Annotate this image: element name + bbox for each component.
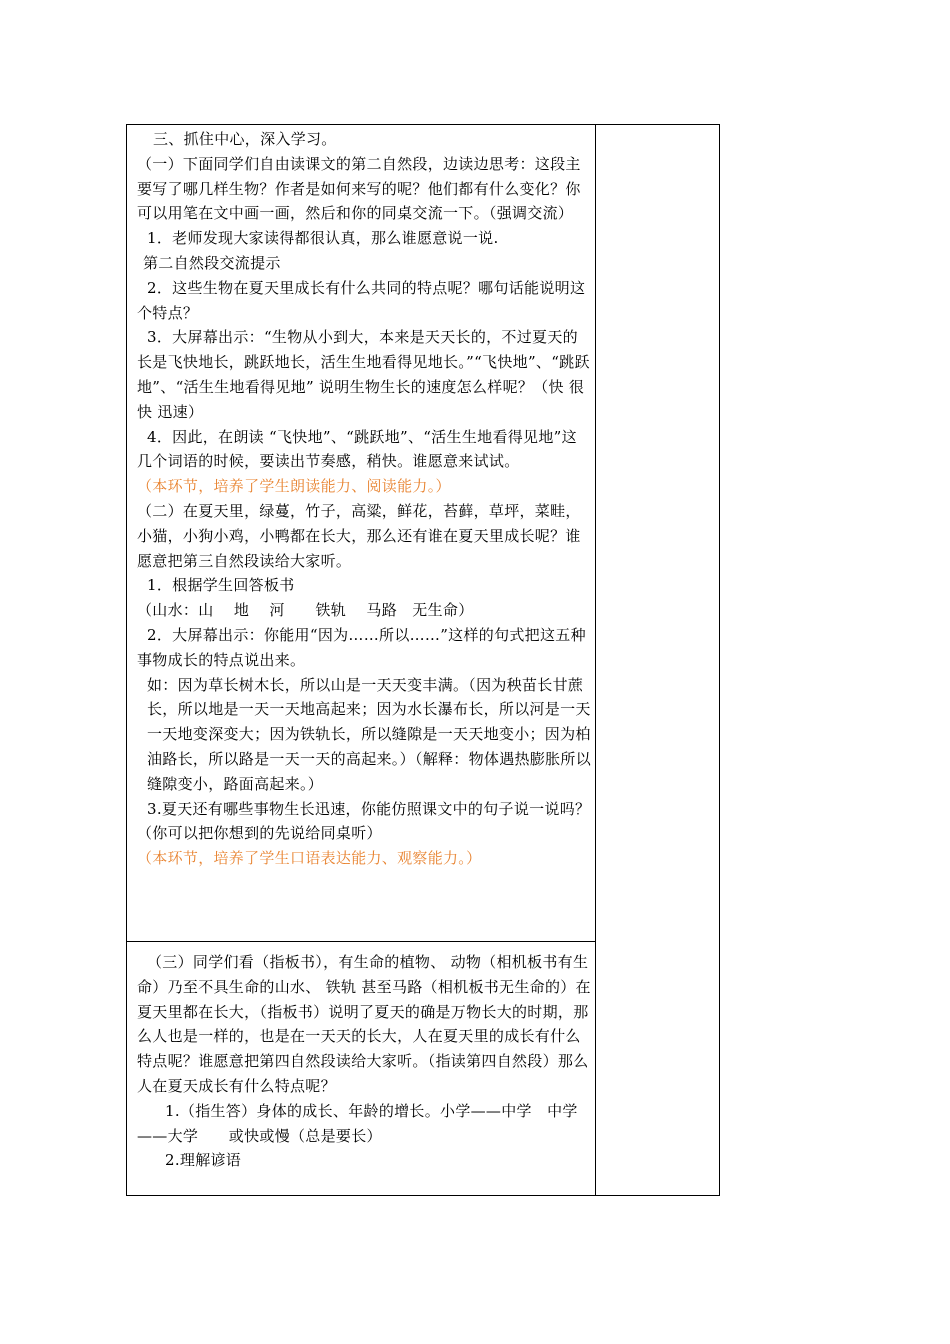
part1-item-4: 4．因此，在朗读 “飞快地”、“跳跃地”、“活生生地看得见地”这几个词语的时候，要读出节奏感，稍快。谁愿意来试试。	[137, 427, 577, 471]
part2-item-1: 1．根据学生回答板书	[147, 576, 295, 595]
part1-item-3: 3．大屏幕出示：“生物从小到大，本来是天天长的，不过夏天的长是飞快地长，跳跃地长，活生生地看得见地长。”“飞快地”、“跳跃地”、“活生生地看得见地” 说明生物生长的速度怎么样呢？（快 很快 迅速）	[137, 328, 590, 421]
example-text: 如：因为草长树木长，所以山是一天天变丰满。（因为秧苗长甘蔗长，所以地是一天一天地高起来；因为水长瀑布长，所以河是一天一天地变深变大；因为铁轨长，所以缝隙是一天天地变小；因为柏油路长，所以路是一天一天的高起来。）（解释：物体遇热膨胀所以缝隙变小，路面高起来。）	[147, 675, 592, 793]
part2-intro: （二）在夏天里，绿蔓，竹子，高粱，鲜花，苔藓，草坪，菜畦，小猫，小狗小鸡，小鸭都在长大，那么还有谁在夏天里成长呢？谁愿意把第三自然段读给大家听。	[137, 501, 581, 570]
part3-item-2: 2.理解谚语	[165, 1151, 242, 1170]
part1-item-2: 2．这些生物在夏天里成长有什么共同的特点呢？哪句话能说明这个特点？	[137, 278, 586, 322]
note-2: （本环节，培养了学生口语表达能力、观察能力。）	[137, 849, 482, 868]
part2-item-2: 2．大屏幕出示：你能用“因为……所以……”这样的句式把这五种事物成长的特点说出来。	[137, 625, 586, 669]
board-text: （山水：山 地 河 铁轨 马路 无生命）	[137, 601, 474, 620]
section-heading: 三、抓住中心，深入学习。	[153, 130, 337, 148]
part1-intro: （一）下面同学们自由读课文的第二自然段，边读边思考：这段主要写了哪几样生物？作者是如何来写的呢？他们都有什么变化？你可以用笔在文中画一画，然后和你的同桌交流一下。（强调交流）	[137, 154, 581, 223]
part3-item-1: 1.（指生答）身体的成长、年龄的增长。小学——中学 中学——大学 或快或慢（总是要长）	[137, 1101, 578, 1145]
part3-intro: （三）同学们看（指板书），有生命的植物、 动物（相机板书有生命）乃至不具生命的山水、 铁轨 甚至马路（相机板书无生命的）在夏天里都在长大，（指板书）说明了夏天的确是万物长大的时期，那么人也是一样的，也是在一天天的长大，人在夏天里的成长有什么特点呢？谁愿意把第四自然段读给大家听。（指读第四自然段）那么人在夏天成长有什么特点呢？	[137, 953, 591, 1095]
column-divider	[595, 125, 596, 1195]
content-cell-2	[137, 950, 592, 1173]
lesson-table	[126, 124, 720, 1196]
row-divider	[127, 941, 595, 942]
prompt-title: 第二自然段交流提示	[143, 253, 281, 272]
note-1: （本环节，培养了学生朗读能力、阅读能力。）	[137, 477, 451, 496]
part2-item-3: 3.夏天还有哪些事物生长迅速，你能仿照课文中的句子说一说吗？（你可以把你想到的先说给同桌听）	[137, 799, 591, 843]
part1-item-1: 1．老师发现大家读得都很认真，那么谁愿意说一说.	[147, 229, 499, 248]
content-cell-1	[137, 127, 592, 871]
